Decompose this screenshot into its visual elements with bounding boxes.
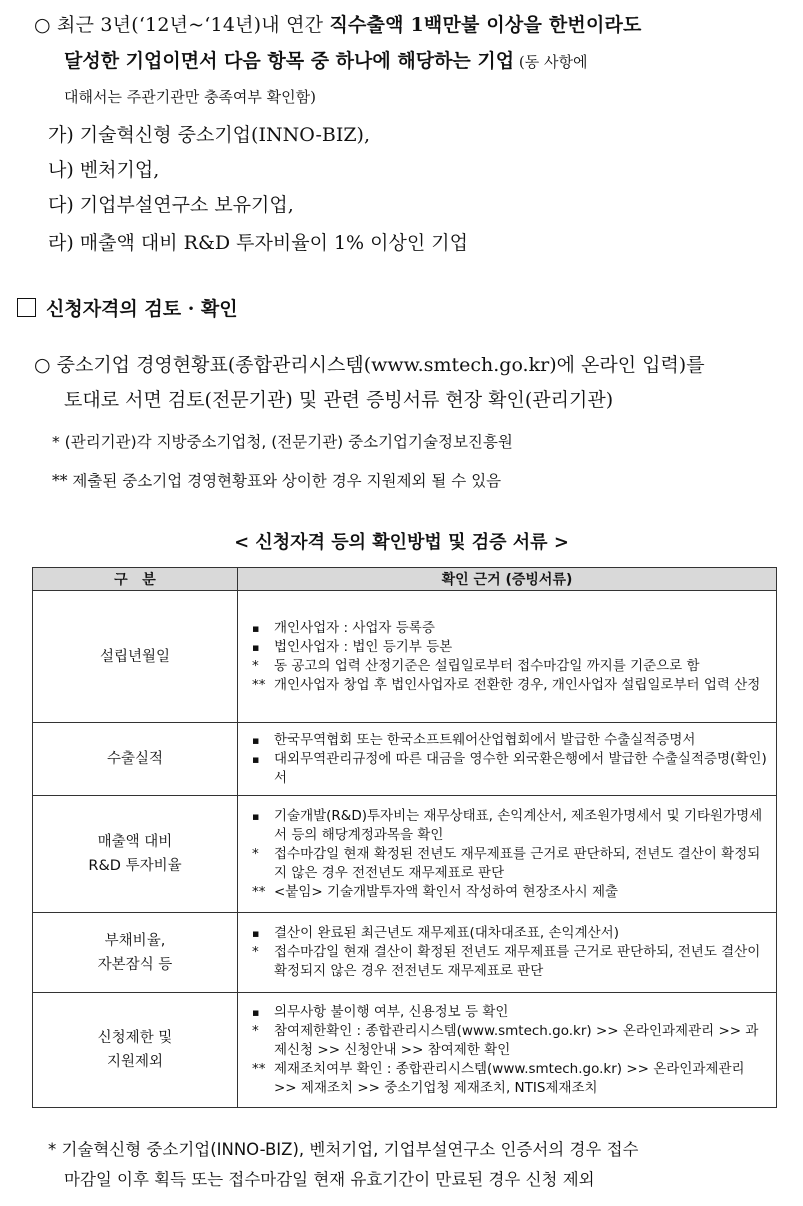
evidence-item: [252, 676, 770, 695]
evidence-text: 개인사업자 : 사업자 등록증: [274, 619, 435, 636]
bullet-icon: ▪: [252, 927, 260, 940]
evidence-text: 개인사업자 창업 후 법인사업자로 전환한 경우, 개인사업자 설립일로부터 업력 산정: [274, 676, 761, 693]
evidence-text: 법인사업자 : 법인 등기부 등본: [274, 638, 453, 655]
intro-line-1-text: ○ 최근 3년(‘12년~‘14년)내 연간: [34, 14, 330, 36]
row-category: 매출액 대비 R&D 투자비율: [33, 796, 238, 913]
row-category: 부채비율, 자본잠식 등: [33, 913, 238, 993]
note-marker: *: [252, 657, 259, 674]
evidence-item: [252, 638, 770, 657]
intro-item-na: 나) 벤처기업,: [48, 159, 160, 181]
intro-line-2-bold: 달성한 기업이면서 다음 항목 중 하나에 해당하는 기업: [64, 50, 515, 72]
note-marker: **: [252, 676, 266, 693]
intro-line-2-small: (동 사항에: [514, 53, 588, 71]
evidence-item: [252, 883, 770, 902]
evidence-item: [252, 924, 770, 943]
note-marker: *: [252, 845, 259, 862]
table-header-category: 구 분: [33, 568, 238, 591]
row-category: 신청제한 및 지원제외: [33, 993, 238, 1108]
evidence-item: [252, 750, 770, 788]
evidence-text: 결산이 완료된 최근년도 재무제표(대차대조표, 손익계산서): [274, 925, 619, 941]
note-marker: *: [252, 944, 259, 960]
section-note-1: * (관리기관)각 지방중소기업청, (전문기관) 중소기업기술정보진흥원: [52, 433, 513, 451]
bullet-icon: ▪: [252, 733, 260, 747]
row-evidence: [238, 913, 777, 993]
bullet-icon: ▪: [252, 621, 260, 635]
note-marker: *: [252, 1022, 259, 1039]
intro-line-1-bold: 직수출액 1백만불 이상을 한번이라도: [329, 14, 642, 36]
verification-table: [32, 567, 777, 1108]
intro-item-ra: 라) 매출액 대비 R&D 투자비율이 1% 이상인 기업: [48, 232, 468, 254]
intro-item-da: 다) 기업부설연구소 보유기업,: [48, 194, 294, 216]
row-category: 설립년월일: [33, 591, 238, 723]
evidence-text: 동 공고의 업력 산정기준은 설립일로부터 접수마감일 까지를 기준으로 함: [274, 657, 700, 674]
evidence-text: 의무사항 불이행 여부, 신용정보 등 확인: [274, 1003, 509, 1020]
evidence-item: [252, 1060, 770, 1098]
evidence-text: 접수마감일 현재 확정된 전년도 재무제표를 근거로 판단하되, 전년도 결산이 확정되지 않은 경우 전전년도 재무제표로 판단: [274, 845, 761, 881]
evidence-item: [252, 845, 770, 883]
section-title: 신청자격의 검토 · 확인: [46, 298, 238, 320]
checkbox-square-icon: [17, 298, 36, 317]
intro-item-ga: 가) 기술혁신형 중소기업(INNO-BIZ),: [48, 124, 371, 146]
evidence-item: [252, 807, 770, 845]
evidence-text: 한국무역협회 또는 한국소프트웨어산업협회에서 발급한 수출실적증명서: [274, 731, 696, 748]
table-row: [33, 796, 777, 913]
row-evidence: [238, 993, 777, 1108]
bullet-icon: ▪: [252, 640, 260, 654]
evidence-text: 제재조치여부 확인 : 종합관리시스템(www.smtech.go.kr) >> 온라인과제관리 >> 제재조치 >> 중소기업청 제재조치, NTIS제재조치: [274, 1060, 745, 1096]
table-row: [33, 723, 777, 796]
section-para-line-2: 토대로 서면 검토(전문기관) 및 관련 증빙서류 현장 확인(관리기관): [64, 389, 614, 411]
bullet-icon: ▪: [252, 1005, 260, 1019]
bullet-icon: ▪: [252, 752, 260, 766]
note-marker: **: [252, 1060, 266, 1077]
evidence-text: 기술개발(R&D)투자비는 재무상태표, 손익계산서, 제조원가명세서 및 기타원가명세서 등의 해당계정과목을 확인: [274, 807, 763, 843]
bullet-icon: ▪: [252, 809, 260, 823]
section-note-2: ** 제출된 중소기업 경영현황표와 상이한 경우 지원제외 될 수 있음: [52, 472, 502, 490]
evidence-item: [252, 1003, 770, 1022]
row-evidence: [238, 796, 777, 913]
evidence-item: [252, 943, 770, 981]
table-caption: < 신청자격 등의 확인방법 및 검증 서류 >: [234, 532, 569, 553]
intro-line-3: 대해서는 주관기관만 충족여부 확인함): [64, 88, 316, 106]
table-header-evidence: 확인 근거 (증빙서류): [238, 568, 777, 591]
intro-line-2: [64, 46, 587, 73]
table-row: [33, 913, 777, 993]
footnote-line-1: * 기술혁신형 중소기업(INNO-BIZ), 벤처기업, 기업부설연구소 인증서의 경우 접수: [48, 1140, 639, 1159]
evidence-text: 참여제한확인 : 종합관리시스템(www.smtech.go.kr) >> 온라인과제관리 >> 과제신청 >> 신청안내 >> 참여제한 확인: [274, 1022, 759, 1058]
evidence-item: [252, 731, 770, 750]
evidence-text: <붙임> 기술개발투자액 확인서 작성하여 현장조사시 제출: [274, 883, 619, 900]
evidence-item: [252, 619, 770, 638]
table-row: [33, 591, 777, 723]
evidence-text: 대외무역관리규정에 따른 대금을 영수한 외국환은행에서 발급한 수출실적증명(확인)서: [274, 750, 767, 786]
section-para-line-1: ○ 중소기업 경영현황표(종합관리시스템(www.smtech.go.kr)에 온라인 입력)를: [34, 354, 705, 376]
note-marker: **: [252, 883, 266, 900]
evidence-text: 접수마감일 현재 결산이 확정된 전년도 재무제표를 근거로 판단하되, 전년도 결산이 확정되지 않은 경우 전전년도 재무제표로 판단: [274, 944, 761, 979]
evidence-item: [252, 657, 770, 676]
row-evidence: [238, 591, 777, 723]
evidence-item: [252, 1022, 770, 1060]
row-evidence: [238, 723, 777, 796]
footnote-line-2: 마감일 이후 획득 또는 접수마감일 현재 유효기간이 만료된 경우 신청 제외: [64, 1170, 595, 1189]
row-category: 수출실적: [33, 723, 238, 796]
table-row: [33, 993, 777, 1108]
intro-line-1: [34, 10, 642, 37]
section-heading: [17, 294, 238, 321]
